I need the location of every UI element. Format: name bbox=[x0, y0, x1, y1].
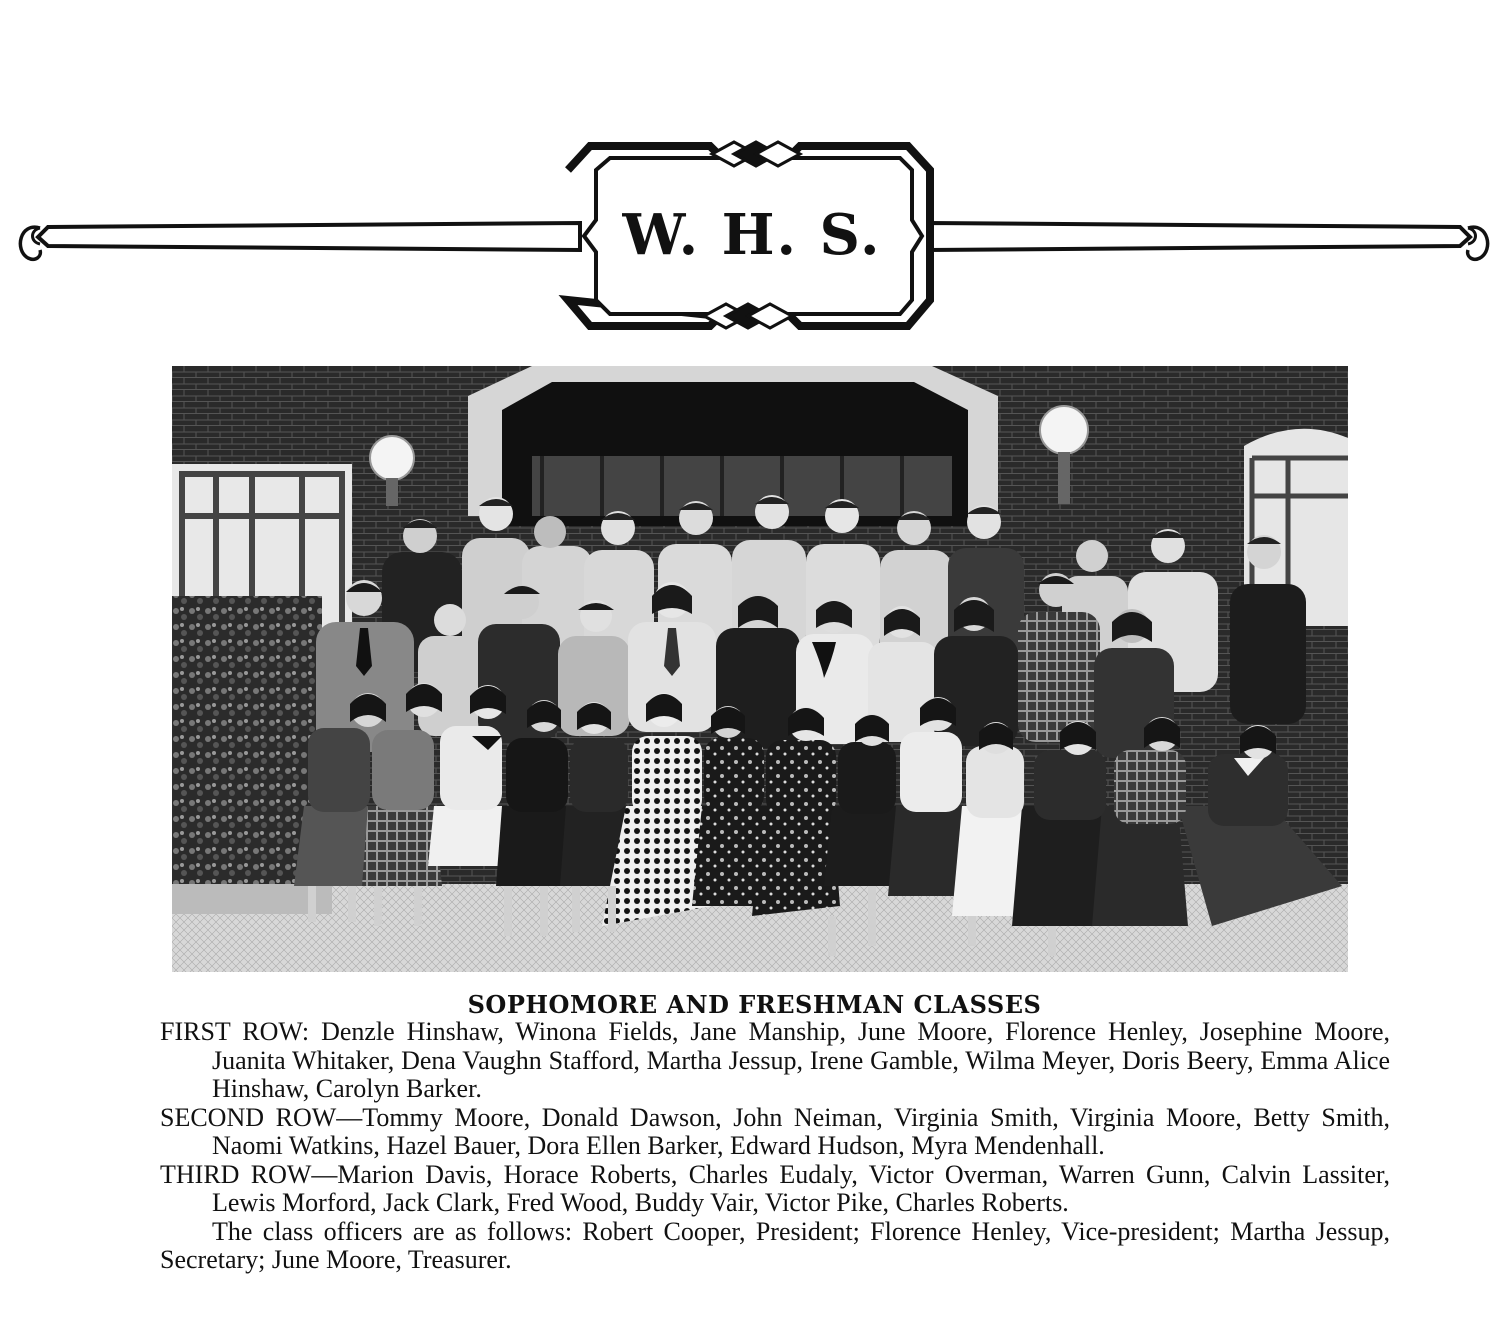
caption-body bbox=[160, 1018, 1390, 1275]
caption-title: SOPHOMORE AND FRESHMAN CLASSES bbox=[467, 990, 1042, 1019]
second-row-names: Tommy Moore, Donald Dawson, John Neiman, Virginia Smith, Virginia Moore, Betty Smith, Naomi Watkins, Hazel Bauer, Dora Ellen Barker, Edward Hudson, Myra Mendenhall. bbox=[212, 1102, 1390, 1160]
second-row-label: SECOND ROW bbox=[160, 1102, 337, 1132]
right-banner-bar bbox=[928, 223, 1488, 259]
third-row-names: Marion Davis, Horace Roberts, Charles Eudaly, Victor Overman, Warren Gunn, Calvin Lassiter, Lewis Morford, Jack Clark, Fred Wood, Buddy Vair, Victor Pike, Charles Roberts. bbox=[212, 1159, 1390, 1217]
whs-header-banner bbox=[0, 130, 1509, 340]
second-row-separator: — bbox=[336, 1102, 363, 1132]
first-row-label: FIRST ROW: bbox=[160, 1017, 310, 1046]
second-row-paragraph bbox=[160, 1104, 1390, 1161]
first-row-paragraph bbox=[160, 1018, 1390, 1104]
first-row-names: Denzle Hinshaw, Winona Fields, Jane Manship, June Moore, Florence Henley, Josephine Moore, Juanita Whitaker, Dena Vaughn Stafford, Martha Jessup, Irene Gamble, Wilma Meyer, Doris Beery, Emma Alice Hinshaw, Carolyn Barker. bbox=[212, 1017, 1391, 1103]
emblem-title: W. H. S. bbox=[622, 202, 882, 268]
third-row-paragraph bbox=[160, 1161, 1390, 1218]
class-group-photo bbox=[172, 366, 1348, 972]
left-banner-bar bbox=[20, 223, 580, 259]
doorway bbox=[468, 366, 998, 526]
third-row-label: THIRD ROW bbox=[160, 1159, 312, 1189]
third-row-separator: — bbox=[311, 1159, 338, 1189]
class-officers-paragraph: The class officers are as follows: Robert Cooper, President; Florence Henley, Vice-president; Martha Jessup, Secretary; June Moore, Treasurer. bbox=[160, 1216, 1390, 1274]
first-row-separator bbox=[309, 1017, 321, 1046]
